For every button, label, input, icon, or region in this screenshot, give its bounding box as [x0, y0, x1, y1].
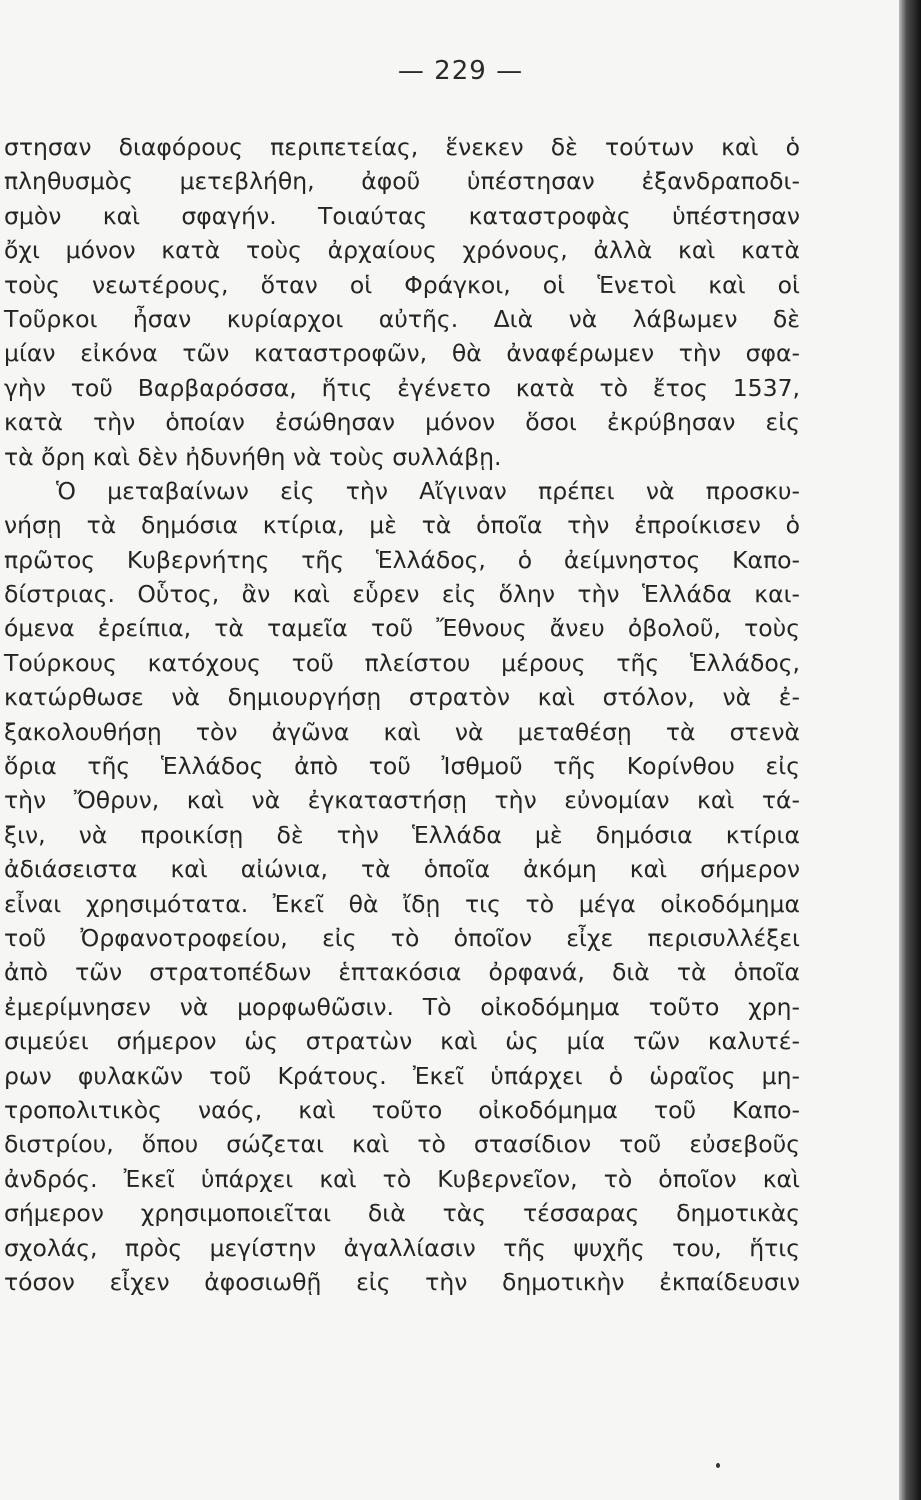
text-line: ὄχι μόνον κατὰ τοὺς ἀρχαίους χρόνους, ἀλλὰ καὶ κατὰ	[4, 236, 800, 265]
text-line: σιμεύει σήμερον ὡς στρατὼν καὶ ὡς μία τῶν καλυτέ-	[4, 1027, 800, 1056]
text-line: κατὰ τὴν ὁποίαν ἐσώθησαν μόνον ὅσοι ἐκρύβησαν εἰς	[4, 408, 800, 437]
text-line: ἀπὸ τῶν στρατοπέδων ἑπτακόσια ὀρφανά, διὰ τὰ ὁποῖα	[4, 958, 800, 987]
text-line: ξιν, νὰ προικίσῃ δὲ τὴν Ἑλλάδα μὲ δημόσια κτίρια	[4, 820, 800, 849]
text-line: τόσον εἶχεν ἀφοσιωθῇ εἰς τὴν δημοτικὴν ἐκπαίδευσιν	[4, 1267, 800, 1296]
text-line: ἐμερίμνησεν νὰ μορφωθῶσιν. Τὸ οἰκοδόμημα τοῦτο χρη-	[4, 992, 800, 1021]
text-line: διστρίου, ὅπου σώζεται καὶ τὸ στασίδιον τοῦ εὐσεβοῦς	[4, 1130, 800, 1159]
text-line: τοῦ Ὀρφανοτροφείου, εἰς τὸ ὁποῖον εἶχε περισυλλέξει	[4, 923, 800, 952]
text-line: όμενα ἐρείπια, τὰ ταμεῖα τοῦ Ἔθνους ἄνευ ὀβολοῦ, τοὺς	[4, 614, 800, 643]
text-line: σήμερον χρησιμοποιεῖται διὰ τὰς τέσσαρας δημοτικὰς	[4, 1199, 800, 1228]
paragraph-start-line: Ὁ μεταβαίνων εἰς τὴν Αἴγιναν πρέπει νὰ προσκυ-	[56, 476, 800, 505]
text-line: δίστριας. Οὗτος, ἂν καὶ εὗρεν εἰς ὅλην τὴν Ἑλλάδα και-	[4, 580, 800, 609]
text-line: ὅρια τῆς Ἑλλάδος ἀπὸ τοῦ Ἰσθμοῦ τῆς Κορίνθου εἰς	[4, 752, 800, 781]
text-line: Τοῦρκοι ἦσαν κυρίαρχοι αὐτῆς. Διὰ νὰ λάβωμεν δὲ	[4, 304, 800, 333]
scan-speck	[716, 1463, 720, 1468]
text-line: πληθυσμὸς μετεβλήθη, ἀφοῦ ὑπέστησαν ἐξανδραποδι-	[4, 167, 800, 196]
text-line: εἶναι χρησιμότατα. Ἐκεῖ θὰ ἴδῃ τις τὸ μέγα οἰκοδόμημα	[4, 889, 800, 918]
text-line: γὴν τοῦ Βαρβαρόσσα, ἥτις ἐγένετο κατὰ τὸ ἔτος 1537,	[4, 373, 800, 402]
text-line: στησαν διαφόρους περιπετείας, ἕνεκεν δὲ τούτων καὶ ὁ	[4, 133, 800, 161]
book-spine-shadow	[899, 0, 921, 1500]
text-line: ἀνδρός. Ἐκεῖ ὑπάρχει καὶ τὸ Κυβερνεῖον, τὸ ὁποῖον καὶ	[4, 1164, 800, 1193]
text-line: Τούρκους κατόχους τοῦ πλείστου μέρους τῆς Ἑλλάδος,	[4, 648, 800, 677]
text-line: σμὸν καὶ σφαγήν. Τοιαύτας καταστροφὰς ὑπέστησαν	[4, 201, 800, 230]
body-text	[4, 130, 800, 1299]
text-line: τὴν Ὄθρυν, καὶ νὰ ἐγκαταστήσῃ τὴν εὐνομίαν καὶ τά-	[4, 786, 800, 815]
text-line: τροπολιτικὸς ναός, καὶ τοῦτο οἰκοδόμημα τοῦ Καπο-	[4, 1095, 800, 1124]
page-number: — 229 —	[397, 56, 524, 86]
text-line: σχολάς, πρὸς μεγίστην ἀγαλλίασιν τῆς ψυχῆς του, ἥτις	[4, 1233, 800, 1262]
text-line: νήσῃ τὰ δημόσια κτίρια, μὲ τὰ ὁποῖα τὴν ἐπροίκισεν ὁ	[4, 511, 800, 540]
text-line: τὰ ὄρη καὶ δὲν ἠδυνήθη νὰ τοὺς συλλάβῃ.	[4, 442, 502, 471]
text-line: πρῶτος Κυβερνήτης τῆς Ἑλλάδος, ὁ ἀείμνηστος Καπο-	[4, 545, 800, 574]
text-line: κατώρθωσε νὰ δημιουργήσῃ στρατὸν καὶ στόλον, νὰ ἐ-	[4, 683, 800, 712]
text-line: ξακολουθήσῃ τὸν ἀγῶνα καὶ νὰ μεταθέσῃ τὰ στενὰ	[4, 717, 800, 746]
text-line: ἀδιάσειστα καὶ αἰώνια, τὰ ὁποῖα ἀκόμη καὶ σήμερον	[4, 855, 800, 884]
text-line: τοὺς νεωτέρους, ὅταν οἱ Φράγκοι, οἱ Ἑνετοὶ καὶ οἱ	[4, 270, 800, 299]
text-line: ρων φυλακῶν τοῦ Κράτους. Ἐκεῖ ὑπάρχει ὁ ὡραῖος μη-	[4, 1061, 800, 1090]
text-line: μίαν εἰκόνα τῶν καταστροφῶν, θὰ ἀναφέρωμεν τὴν σφα-	[4, 339, 800, 368]
